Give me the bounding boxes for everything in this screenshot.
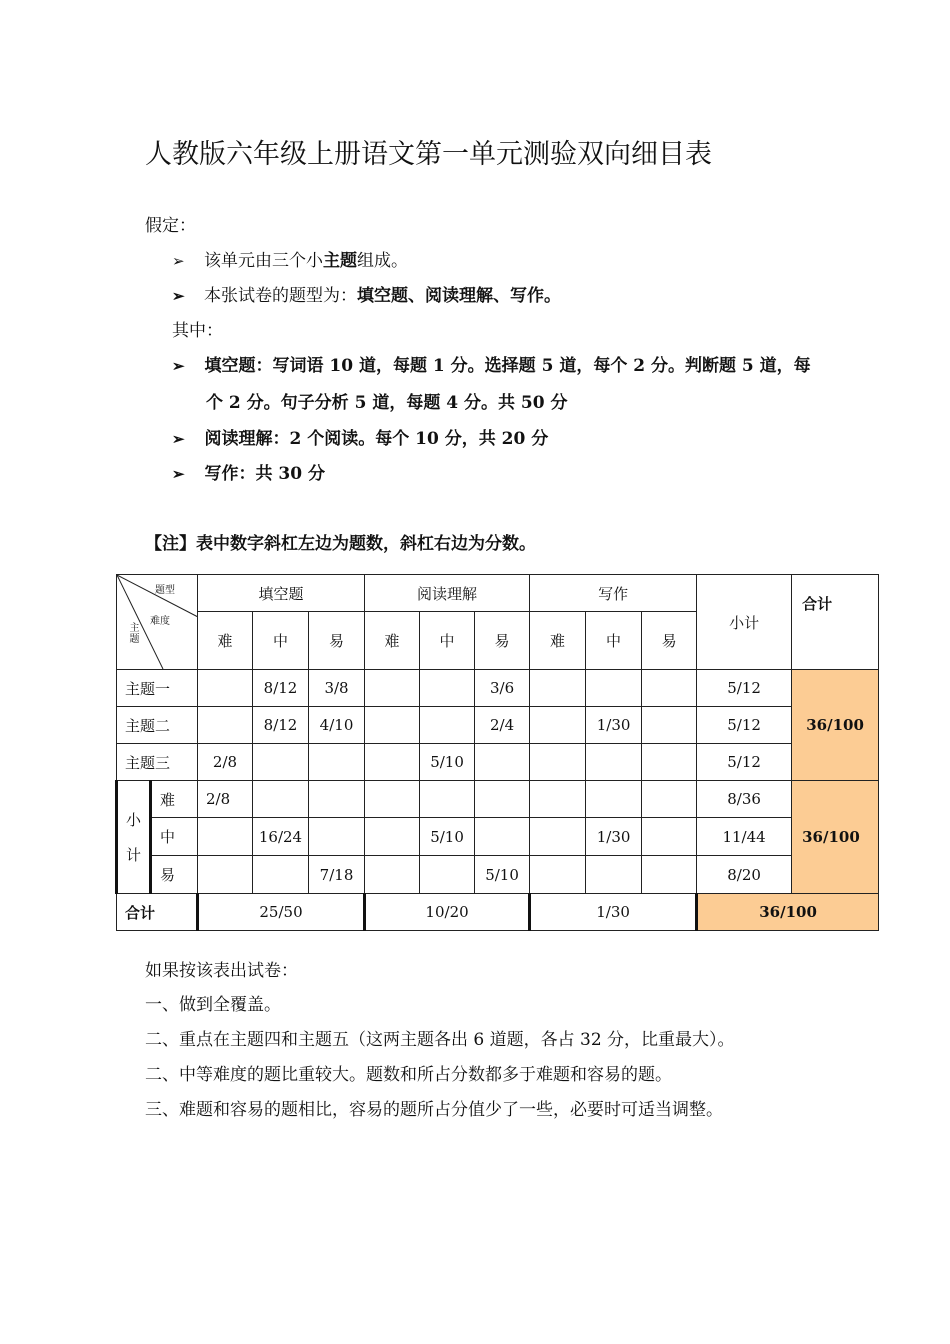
table-cell: 5/10 [475, 856, 530, 894]
table-row [117, 744, 879, 781]
diff-label: 难 [151, 781, 198, 818]
corner-topic-label: 主题 [129, 623, 140, 645]
total-reading: 10/20 [365, 894, 530, 931]
table-cell: 8/12 [253, 707, 309, 744]
table-cell [420, 856, 475, 894]
subtotal-cell: 5/12 [697, 744, 792, 781]
arrow-bullet-icon: ➢ [172, 287, 185, 305]
subtotal-side-char: 计 [125, 846, 141, 864]
assume-label: 假定： [145, 216, 196, 236]
subtotal-side-char: 小 [125, 811, 141, 829]
table-cell [198, 707, 253, 744]
bullet-reading-text: 阅读理解：2 个阅读。每个 10 分，共 20 分 [204, 429, 549, 449]
subtotal-cell: 5/12 [697, 707, 792, 744]
table-cell [365, 707, 420, 744]
bullet-bold: 主题 [322, 251, 357, 271]
arrow-bullet-icon: ➢ [172, 430, 185, 448]
bullet-bold: 填空题、阅读理解、写作。 [356, 286, 561, 306]
table-cell [586, 781, 642, 818]
subtotal-cell: 5/12 [697, 670, 792, 707]
diff-header: 中 [586, 612, 642, 670]
diff-header: 易 [642, 612, 697, 670]
grand-total-cell: 36/100 [697, 894, 879, 931]
table-row [117, 781, 879, 818]
table-cell: 2/8 [198, 781, 253, 818]
table-cell [309, 818, 365, 856]
arrow-bullet-icon: ➢ [172, 357, 185, 375]
diff-header: 难 [530, 612, 586, 670]
bullet-text: 本张试卷的题型为： [203, 286, 357, 306]
total-row-label: 合计 [117, 894, 198, 931]
table-cell [642, 744, 697, 781]
conclusion-item: 三、难题和容易的题相比，容易的题所占分值少了一些，必要时可适当调整。 [145, 1100, 723, 1120]
note: 【注】表中数字斜杠左边为题数，斜杠右边为分数。 [145, 534, 536, 554]
among-label: 其中： [172, 321, 223, 341]
table-cell [530, 744, 586, 781]
header-writing: 写作 [530, 575, 697, 612]
table-cell: 7/18 [309, 856, 365, 894]
table-cell [642, 818, 697, 856]
arrow-bullet-icon: ➢ [172, 465, 185, 483]
table-row [117, 856, 879, 894]
table-cell: 3/8 [309, 670, 365, 707]
table-cell [420, 670, 475, 707]
subtotal-cell: 8/36 [697, 781, 792, 818]
table-row-total [117, 894, 879, 931]
table-cell [198, 856, 253, 894]
table-cell [642, 670, 697, 707]
table-cell [253, 744, 309, 781]
table-cell: 16/24 [253, 818, 309, 856]
table-cell: 8/12 [253, 670, 309, 707]
total-writing: 1/30 [530, 894, 697, 931]
table-cell [586, 744, 642, 781]
table-cell [309, 744, 365, 781]
table-cell: 5/10 [420, 818, 475, 856]
header-reading: 阅读理解 [365, 575, 530, 612]
header-fill: 填空题 [198, 575, 365, 612]
diff-label: 易 [151, 856, 198, 894]
subtotal-cell: 8/20 [697, 856, 792, 894]
diff-header: 易 [475, 612, 530, 670]
conclusion-item: 二、重点在主题四和主题五（这两主题各出 6 道题，各占 32 分，比重最大）。 [145, 1030, 735, 1050]
diff-total-cell: 36/100 [792, 781, 879, 894]
table-cell [530, 670, 586, 707]
table-cell [530, 781, 586, 818]
bullet-writing-text: 写作：共 30 分 [204, 464, 325, 484]
diff-header: 易 [309, 612, 365, 670]
table-cell: 2/8 [198, 744, 253, 781]
corner-difficulty-label: 难度 [150, 616, 170, 627]
bullet-types [172, 281, 561, 306]
header-subtotal: 小计 [697, 575, 792, 670]
table-cell [253, 781, 309, 818]
table-cell [586, 856, 642, 894]
table-row [117, 818, 879, 856]
bullet-fill-line2: 个 2 分。句子分析 5 道，每题 4 分。共 50 分 [206, 393, 568, 413]
table-cell [365, 744, 420, 781]
diff-header: 难 [365, 612, 420, 670]
table-cell: 1/30 [586, 707, 642, 744]
table-cell: 3/6 [475, 670, 530, 707]
total-fill: 25/50 [198, 894, 365, 931]
table-cell [365, 818, 420, 856]
bullet-text: 组成。 [356, 251, 408, 271]
topic-label: 主题二 [117, 707, 198, 744]
bullet-text: 该单元由三个小 [203, 251, 323, 271]
subtotal-cell: 11/44 [697, 818, 792, 856]
bullet-writing [172, 459, 325, 484]
diff-header: 中 [420, 612, 475, 670]
table-cell [309, 781, 365, 818]
table-row [117, 670, 879, 707]
topic-total-cell: 36/100 [792, 670, 879, 781]
table-cell [198, 670, 253, 707]
diff-header: 难 [198, 612, 253, 670]
arrow-bullet-icon: ➢ [172, 252, 185, 270]
conclusion-intro: 如果按该表出试卷： [145, 961, 298, 981]
bullet-reading [172, 424, 548, 449]
diff-label: 中 [151, 818, 198, 856]
table-cell [642, 781, 697, 818]
table-cell [530, 707, 586, 744]
table-cell [365, 856, 420, 894]
bullet-topics [172, 246, 408, 271]
bullet-fill [172, 351, 811, 376]
conclusion-item: 一、做到全覆盖。 [145, 995, 281, 1015]
table-cell [475, 818, 530, 856]
table-cell [642, 856, 697, 894]
table-row [117, 707, 879, 744]
table-cell [475, 781, 530, 818]
page-title: 人教版六年级上册语文第一单元测验双向细目表 [145, 139, 712, 170]
table-corner-cell [117, 575, 198, 670]
subtotal-side-label [117, 781, 151, 894]
topic-label: 主题三 [117, 744, 198, 781]
table-cell [642, 707, 697, 744]
table-cell [530, 818, 586, 856]
table-cell [420, 781, 475, 818]
bullet-fill-line1: 填空题：写词语 10 道，每题 1 分。选择题 5 道，每个 2 分。判断题 5 道，每 [204, 356, 811, 376]
table-cell: 2/4 [475, 707, 530, 744]
diff-header: 中 [253, 612, 309, 670]
table-cell [365, 781, 420, 818]
topic-label: 主题一 [117, 670, 198, 707]
table-cell [530, 856, 586, 894]
header-total: 合计 [792, 575, 879, 670]
table-cell [586, 670, 642, 707]
conclusion-item: 二、中等难度的题比重较大。题数和所占分数都多于难题和容易的题。 [145, 1065, 672, 1085]
corner-type-label: 题型 [155, 585, 175, 596]
table-cell [198, 818, 253, 856]
table-cell [253, 856, 309, 894]
table-cell [365, 670, 420, 707]
detail-table [115, 574, 879, 931]
table-cell: 4/10 [309, 707, 365, 744]
table-cell [420, 707, 475, 744]
table-cell [475, 744, 530, 781]
table-cell: 1/30 [586, 818, 642, 856]
table-cell: 5/10 [420, 744, 475, 781]
